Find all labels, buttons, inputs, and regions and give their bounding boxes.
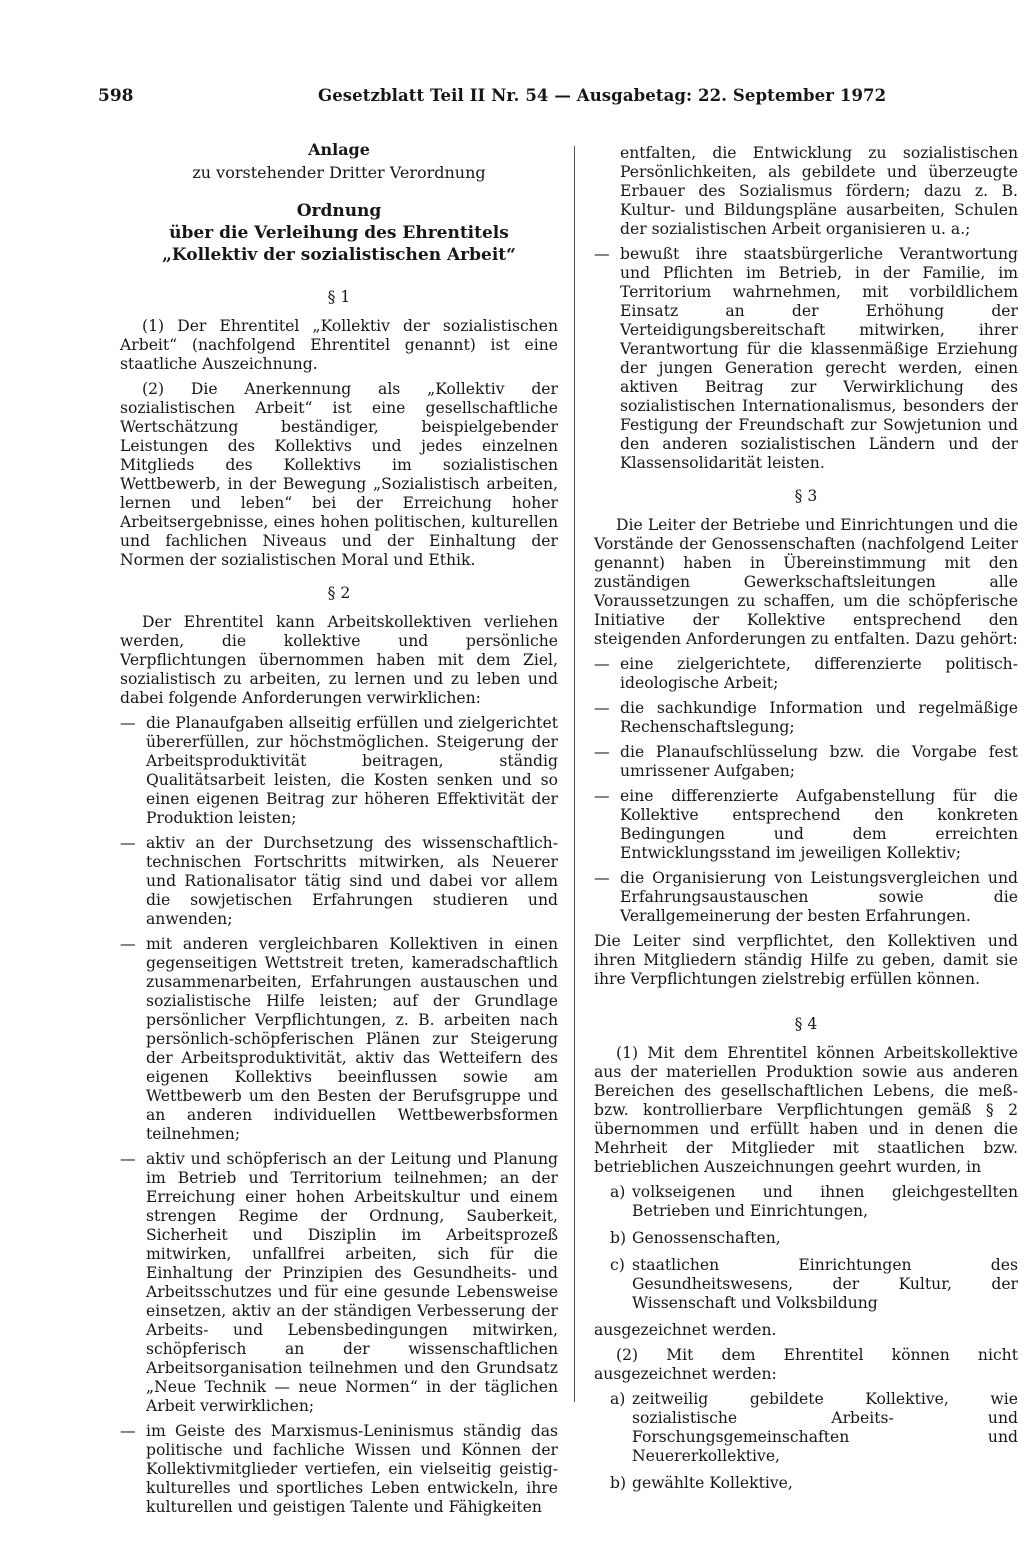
list-item-text: Genossenschaften, bbox=[632, 1229, 781, 1247]
list-item bbox=[594, 1256, 1018, 1313]
ordnung-line-3: „Kollektiv der sozialistischen Arbeit“ bbox=[162, 245, 516, 265]
list-item: — die Planaufgaben allseitig erfüllen und zielgerichtet übererfüllen, zur höchstmöglichen. Steigerung der Arbeitsproduktivität beitragen, ständig Qualitätsarbeit leisten, die Kosten senken und so einen eigenen Beitrag zur höheren Effektivität der Produktion leisten; bbox=[120, 714, 558, 828]
list-item-label: b) bbox=[610, 1474, 627, 1492]
section-1-paragraph-1: (1) Der Ehrentitel „Kollektiv der sozialistischen Arbeit“ (nachfolgend Ehrentitel genannt) ist eine staatliche Auszeichnung. bbox=[120, 317, 558, 373]
section-4-list-1 bbox=[594, 1183, 1018, 1313]
section-2-list bbox=[120, 714, 558, 1517]
list-item: — mit anderen vergleichbaren Kollektiven in einen gegenseitigen Wettstreit treten, kameradschaftlich zusammenarbeiten, Erfahrungen austauschen und sozialistische Hilfe leisten; auf der Grundlage persönlicher Verpflichtungen, z. B. arbeiten nach persönlich-schöpferischen Plänen zur Steigerung der Arbeitsproduktivität, aktiv das Wetteifern des eigenen Kollektivs beeinflussen sowie am Wettbewerb um den Besten der Berufsgruppe und an anderen individuellen Wettbewerbsformen teilnehmen; bbox=[120, 935, 558, 1144]
section-3-paragraph-2: Die Leiter sind verpflichtet, den Kollektiven und ihren Mitgliedern ständig Hilfe zu geben, damit sie ihre Verpflichtungen zielstrebig erfüllen können. bbox=[594, 932, 1018, 988]
section-4-heading: § 4 bbox=[794, 1015, 818, 1033]
ordnung-line-1: Ordnung bbox=[296, 201, 382, 221]
left-column bbox=[120, 140, 558, 1523]
anlage-subtitle: zu vorstehender Dritter Verordnung bbox=[192, 163, 486, 182]
list-item: — die Planaufschlüsselung bzw. die Vorgabe fest umrissener Aufgaben; bbox=[594, 743, 1018, 781]
section-4-paragraph-2: ausgezeichnet werden. bbox=[594, 1321, 777, 1339]
list-item bbox=[594, 1390, 1018, 1466]
list-item: — eine zielgerichtete, differenzierte politisch-ideologische Arbeit; bbox=[594, 655, 1018, 693]
section-1-heading: § 1 bbox=[327, 288, 351, 306]
list-item bbox=[594, 1229, 1018, 1248]
list-item: — eine differenzierte Aufgabenstellung für die Kollektive entsprechend den konkreten Bedingungen und dem erreichten Entwicklungsstand im jeweiligen Kollektiv; bbox=[594, 787, 1018, 863]
list-item-label: b) bbox=[610, 1229, 627, 1247]
list-item-text: gewählte Kollektive, bbox=[632, 1474, 793, 1492]
anlage-title: Anlage bbox=[308, 140, 370, 159]
list-item: — die Organisierung von Leistungsvergleichen und Erfahrungsaustauschen sowie die Verallgemeinerung der besten Erfahrungen. bbox=[594, 869, 1018, 926]
section-3-list bbox=[594, 655, 1018, 926]
list-item: — bewußt ihre staatsbürgerliche Verantwortung und Pflichten im Betrieb, in der Familie, im Territorium wahrnehmen, mit vorbildlichem Einsatz an der Erhöhung der Verteidigungsbereitschaft mitwirken, ihrer Verantwortung für die klassenmäßige Erziehung der jungen Generation gerecht werden, einen aktiven Beitrag zur Verwirklichung des sozialistischen Internationalismus, besonders der Festigung der Freundschaft zur Sowjetunion und den anderen sozialistischen Ländern und der Klassensolidarität leisten. bbox=[594, 245, 1018, 473]
list-item-text: staatlichen Einrichtungen des Gesundheitswesens, der Kultur, der Wissenschaft und Volksbildung bbox=[632, 1256, 1018, 1312]
list-item: — aktiv an der Durchsetzung des wissenschaftlich-technischen Fortschritts mitwirken, als Neuerer und Rationalisator tätig sind und dabei vor allem die sowjetischen Erfahrungen studieren und anwenden; bbox=[120, 834, 558, 929]
list-item bbox=[594, 1474, 1018, 1493]
section-1-paragraph-2: (2) Die Anerkennung als „Kollektiv der sozialistischen Arbeit“ ist eine gesellschaftliche Wertschätzung beständiger, beispielgebender Leistungen des Kollektivs und jedes einzelnen Mitglieds des Kollektivs im sozialistischen Wettbewerb, in der Bewegung „Sozialistisch arbeiten, lernen und leben“ bei der Erreichung hoher Arbeitsergebnisse, eines hohen politischen, kulturellen und fachlichen Niveaus und der Einhaltung der Normen der sozialistischen Moral und Ethik. bbox=[120, 380, 558, 569]
right-column bbox=[594, 144, 1018, 1501]
list-item-label: a) bbox=[610, 1390, 626, 1408]
section-4-paragraph-3: (2) Mit dem Ehrentitel können nicht ausgezeichnet werden: bbox=[594, 1346, 1018, 1383]
list-item: — aktiv und schöpferisch an der Leitung und Planung im Betrieb und Territorium teilnehmen; an der Erreichung einer hohen Arbeitskultur und einem strengen Regime der Ordnung, Sauberkeit, Sicherheit und Disziplin im Arbeitsprozeß mitwirken, unfallfrei arbeiten, sich für die Einhaltung der Prinzipien des Gesundheits- und Arbeitsschutzes und für eine gesunde Lebensweise einsetzen, aktiv an der ständigen Verbesserung der Arbeits- und Lebensbedingungen mitwirken, schöpferisch an der wissenschaftlichen Arbeitsorganisation teilnehmen und den Grundsatz „Neue Technik — neue Normen“ in der täglichen Arbeit verwirklichen; bbox=[120, 1150, 558, 1416]
list-item-text: volkseigenen und ihnen gleichgestellten Betrieben und Einrichtungen, bbox=[632, 1183, 1018, 1220]
list-item-text: zeitweilig gebildete Kollektive, wie sozialistische Arbeits- und Forschungsgemeinschaften und Neuererkollektive, bbox=[632, 1390, 1018, 1465]
section-4-list-2 bbox=[594, 1390, 1018, 1493]
list-item: — im Geiste des Marxismus-Leninismus ständig das politische und fachliche Wissen und Können der Kollektivmitglieder vertiefen, ein vielseitig geistig-kulturelles und sportliches Leben entwickeln, ihre kulturellen und geistigen Talente und Fähigkeiten bbox=[120, 1422, 558, 1517]
column-rule bbox=[574, 146, 575, 1402]
section-3-paragraph-1: Die Leiter der Betriebe und Einrichtungen und die Vorstände der Genossenschaften (nachfolgend Leiter genannt) haben in Übereinstimmung mit den zuständigen Gewerkschaftsleitungen alle Voraussetzungen zu schaffen, um die schöpferische Initiative der Kollektive entsprechend den steigenden Anforderungen zu entfalten. Dazu gehört: bbox=[594, 516, 1018, 648]
ordnung-line-2: über die Verleihung des Ehrentitels bbox=[169, 223, 509, 243]
list-item: — die sachkundige Information und regelmäßige Rechenschaftslegung; bbox=[594, 699, 1018, 737]
list-item-label: a) bbox=[610, 1183, 626, 1201]
section-2-heading: § 2 bbox=[327, 584, 351, 602]
section-2-paragraph-1: Der Ehrentitel kann Arbeitskollektiven verliehen werden, die kollektive und persönliche Verpflichtungen übernommen haben mit dem Ziel, sozialistisch zu arbeiten, zu lernen und zu leben und dabei folgende Anforderungen verwirklichen: bbox=[120, 613, 558, 707]
section-4-paragraph-1: (1) Mit dem Ehrentitel können Arbeitskollektive aus der materiellen Produktion sowie aus anderen Bereichen des gesellschaftlichen Lebens, die meß- bzw. kontrollierbare Verpflichtungen gemäß § 2 übernommen und erfüllt haben und in denen die Mehrheit der Mitglieder mit staatlichen bzw. betrieblichen Auszeichnungen geehrt wurden, in bbox=[594, 1044, 1018, 1176]
list-item-label: c) bbox=[610, 1256, 625, 1274]
list-item bbox=[594, 1183, 1018, 1221]
running-head: Gesetzblatt Teil II Nr. 54 — Ausgabetag: 22. September 1972 bbox=[318, 86, 887, 105]
ordnung-heading bbox=[120, 200, 558, 266]
section-3-heading: § 3 bbox=[794, 487, 818, 505]
section-2-continuation: entfalten, die Entwicklung zu sozialistischen Persönlichkeiten, als gebildete und überzeugte Erbauer des Sozialismus fördern; dazu z. B. Kultur- und Bildungspläne ausarbeiten, Schulen der sozialistischen Arbeit organisieren u. a.; bbox=[620, 144, 1018, 238]
section-2-list-continued bbox=[594, 245, 1018, 473]
page-number: 598 bbox=[98, 86, 134, 106]
